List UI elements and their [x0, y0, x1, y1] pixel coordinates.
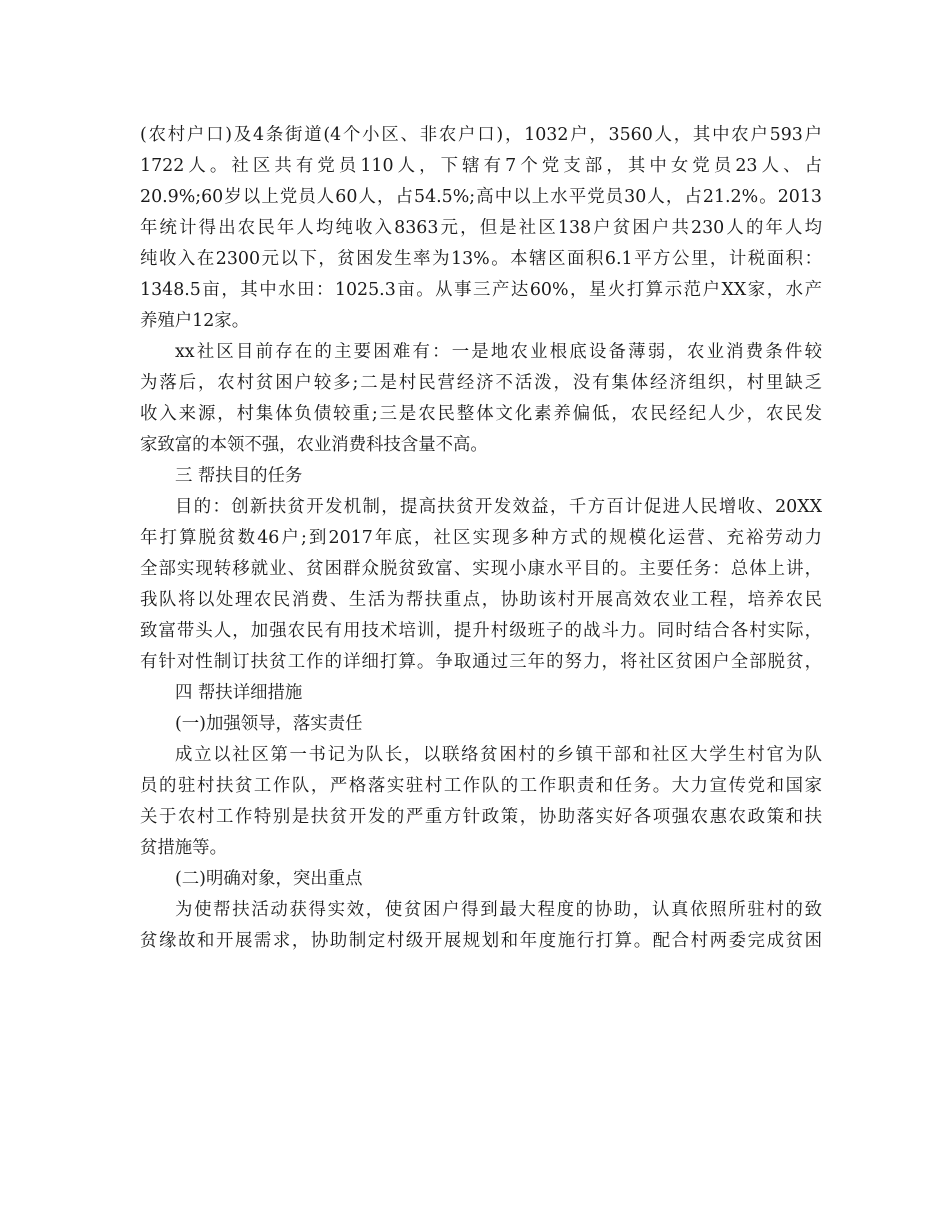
text-line: 纯收入在2300元以下，贫困发生率为13%。本辖区面积6.1平方公里，计税面积： [140, 249, 822, 269]
paragraph-p8 [140, 864, 822, 895]
paragraph-p6 [140, 709, 822, 740]
document-body [140, 120, 822, 957]
paragraph-p4 [140, 492, 822, 678]
text-line: 家致富的本领不强，农业消费科技含量不高。 [140, 435, 488, 455]
text-line: 三 帮扶目的任务 [175, 466, 303, 486]
text-line: 年统计得出农民年人均纯收入8363元，但是社区138户贫困户共230人的年人均 [140, 218, 822, 238]
text-line: 四 帮扶详细措施 [175, 683, 303, 703]
text-line: (农村户口)及4条街道(4个小区、非农户口)，1032户，3560人，其中农户593户 [140, 125, 822, 145]
paragraph-p3 [140, 461, 822, 492]
text-line: 成立以社区第一书记为队长，以联络贫困村的乡镇干部和社区大学生村官为队 [175, 745, 822, 765]
paragraph-p1 [140, 120, 822, 337]
text-line: 1722人。社区共有党员110人，下辖有7个党支部，其中女党员23人、占 [140, 156, 822, 176]
paragraph-p5 [140, 678, 822, 709]
text-line: 贫措施等。 [140, 838, 227, 858]
text-line: 致富带头人，加强农民有用技术培训，提升村级班子的战斗力。同时结合各村实际， [140, 621, 822, 641]
text-line: 有针对性制订扶贫工作的详细打算。争取通过三年的努力，将社区贫困户全部脱贫， [140, 652, 822, 672]
text-line: 我队将以处理农民消费、生活为帮扶重点，协助该村开展高效农业工程，培养农民 [140, 590, 822, 610]
text-line: 1348.5亩，其中水田：1025.3亩。从事三产达60%，星火打算示范户XX家，水产 [140, 280, 822, 300]
text-line: (二)明确对象，突出重点 [175, 869, 363, 889]
paragraph-p9 [140, 895, 822, 957]
text-line: 年打算脱贫数46户;到2017年底，社区实现多种方式的规模化运营、充裕劳动力 [140, 528, 822, 548]
text-line: 20.9%;60岁以上党员人60人，占54.5%;高中以上水平党员30人，占21.2%。2013 [140, 187, 822, 207]
text-line: 贫缘故和开展需求，协助制定村级开展规划和年度施行打算。配合村两委完成贫困 [140, 931, 822, 951]
paragraph-p2 [140, 337, 822, 461]
text-line: 养殖户12家。 [140, 311, 250, 331]
text-line: 全部实现转移就业、贫困群众脱贫致富、实现小康水平目的。主要任务：总体上讲， [140, 559, 822, 579]
text-line: 收入来源，村集体负债较重;三是农民整体文化素养偏低，农民经纪人少，农民发 [140, 404, 822, 424]
text-line: 员的驻村扶贫工作队，严格落实驻村工作队的工作职责和任务。大力宣传党和国家 [140, 776, 822, 796]
text-line: (一)加强领导，落实责任 [175, 714, 363, 734]
text-line: xx社区目前存在的主要困难有：一是地农业根底设备薄弱，农业消费条件较 [175, 342, 822, 362]
paragraph-p7 [140, 740, 822, 864]
text-line: 为落后，农村贫困户较多;二是村民营经济不活泼，没有集体经济组织，村里缺乏 [140, 373, 822, 393]
text-line: 为使帮扶活动获得实效，使贫困户得到最大程度的协助，认真依照所驻村的致 [175, 900, 822, 920]
text-line: 关于农村工作特别是扶贫开发的严重方针政策，协助落实好各项强农惠农政策和扶 [140, 807, 822, 827]
text-line: 目的：创新扶贫开发机制，提高扶贫开发效益，千方百计促进人民增收、20XX [175, 497, 822, 517]
